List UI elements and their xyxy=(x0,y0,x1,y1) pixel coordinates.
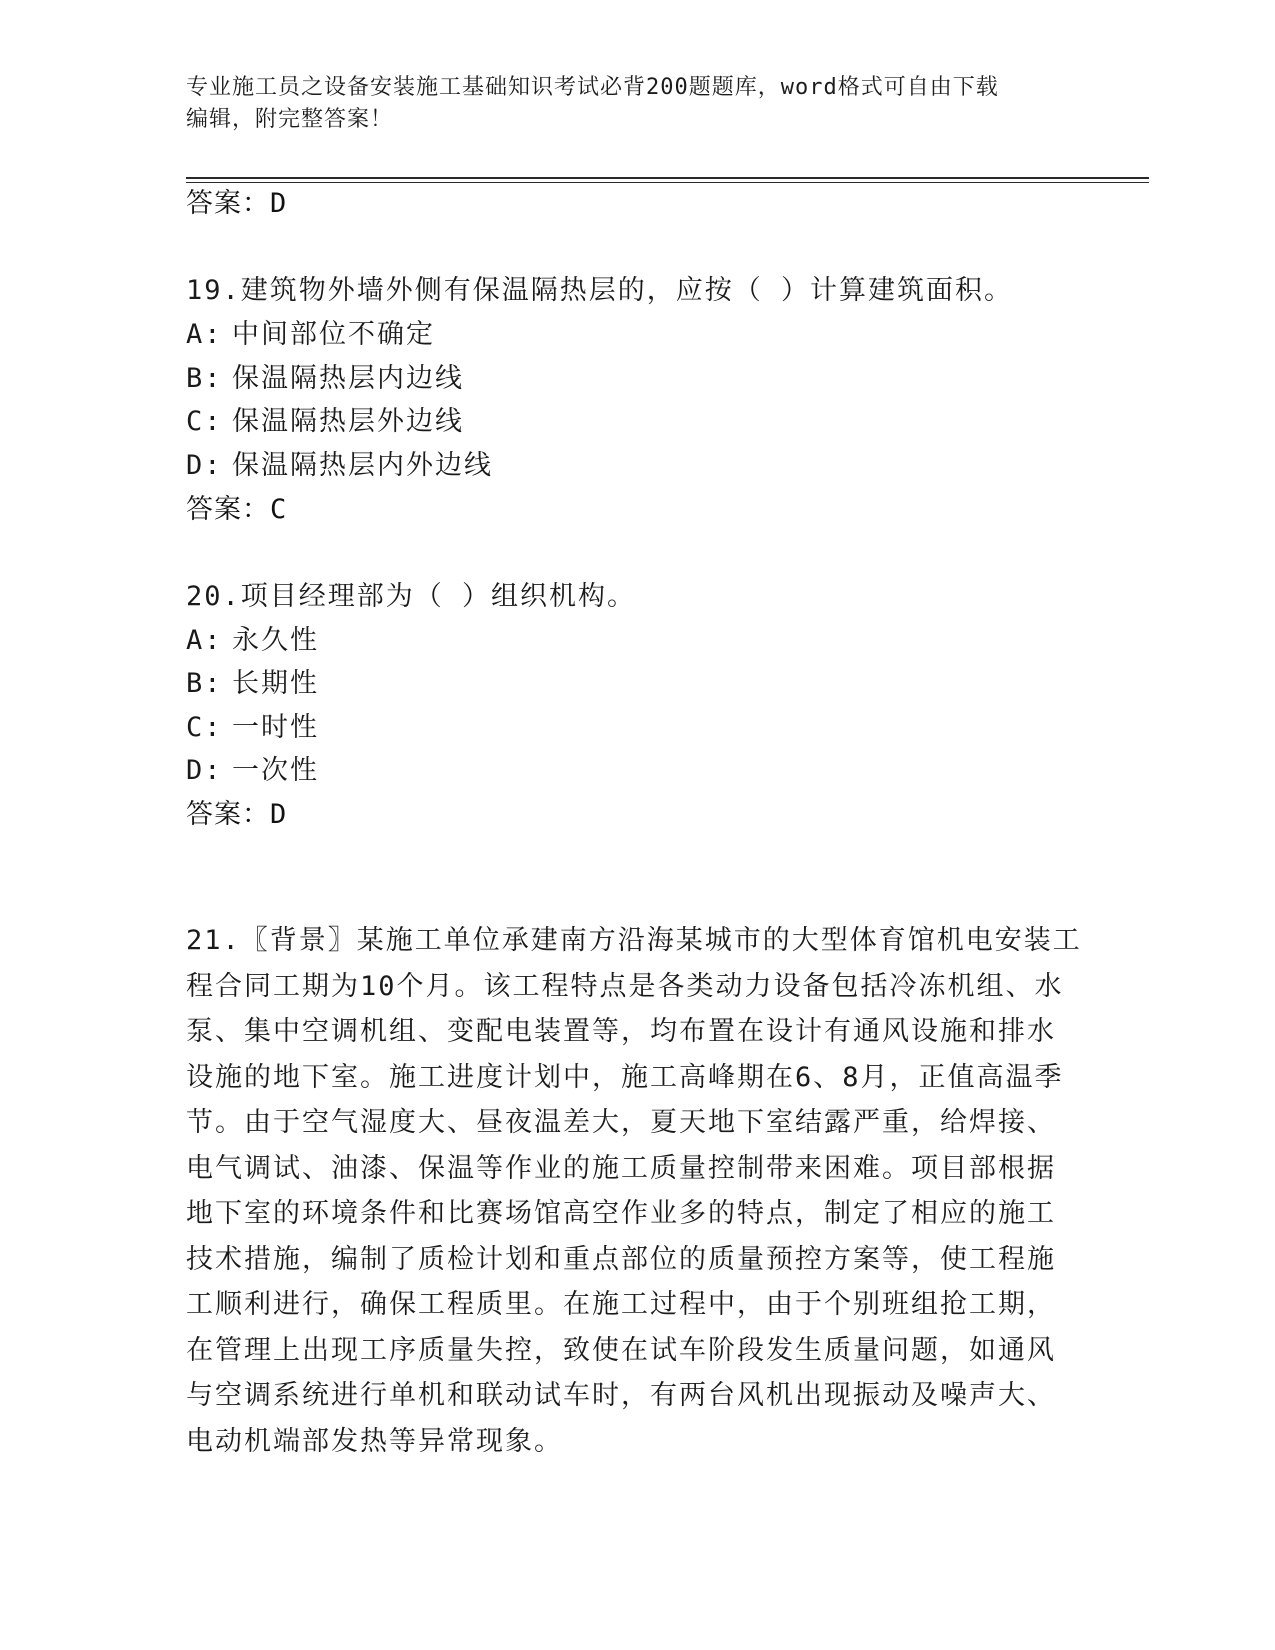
background-line: 节。由于空气湿度大、昼夜温差大，夏天地下室结露严重，给焊接、 xyxy=(186,1107,1056,1138)
background-line: 地下室的环境条件和比赛场馆高空作业多的特点，制定了相应的施工 xyxy=(186,1198,1056,1229)
option-label: D: xyxy=(186,755,223,786)
option-label: A: xyxy=(186,319,223,350)
question-20-option-c xyxy=(186,710,319,746)
question-19-option-b xyxy=(186,361,464,397)
background-line: 电气调试、油漆、保温等作业的施工质量控制带来困难。项目部根据 xyxy=(186,1152,1056,1184)
question-21-background xyxy=(186,918,1082,1464)
option-text: 长期性 xyxy=(232,668,319,699)
option-text: 保温隔热层内外边线 xyxy=(232,450,493,481)
option-label: C: xyxy=(186,712,223,743)
background-line: 泵、集中空调机组、变配电装置等，均布置在设计有通风设施和排水 xyxy=(186,1016,1056,1047)
question-20-option-a xyxy=(186,623,319,659)
answer-q20: 答案：D xyxy=(186,799,288,830)
question-20-stem: 20.项目经理部为（ ）组织机构。 xyxy=(186,581,637,612)
option-label: B: xyxy=(186,668,223,699)
question-19-option-c xyxy=(186,404,464,440)
background-line: 程合同工期为10个月。该工程特点是各类动力设备包括冷冻机组、水 xyxy=(186,970,1064,1002)
question-19-option-a xyxy=(186,317,435,353)
option-text: 保温隔热层外边线 xyxy=(232,406,464,437)
option-text: 永久性 xyxy=(232,625,319,656)
background-line: 在管理上出现工序质量失控，致使在试车阶段发生质量问题，如通风 xyxy=(186,1334,1056,1366)
question-20-option-b xyxy=(186,666,319,702)
answer-q18: 答案：D xyxy=(186,188,288,219)
question-20-option-d xyxy=(186,753,319,789)
question-19-stem: 19.建筑物外墙外侧有保温隔热层的，应按（ ）计算建筑面积。 xyxy=(186,275,1014,306)
option-text: 一时性 xyxy=(232,712,319,743)
header-rule-thin xyxy=(186,182,1149,183)
background-line: 技术措施，编制了质检计划和重点部位的质量预控方案等，使工程施 xyxy=(186,1243,1056,1275)
option-label: A: xyxy=(186,625,223,656)
background-line: 21.〖背景〗某施工单位承建南方沿海某城市的大型体育馆机电安装工 xyxy=(186,925,1082,956)
answer-q19: 答案：C xyxy=(186,494,288,525)
header-line-2: 编辑，附完整答案！ xyxy=(186,107,394,132)
option-label: B: xyxy=(186,363,223,394)
option-text: 一次性 xyxy=(232,755,319,786)
background-line: 电动机端部发热等异常现象。 xyxy=(186,1425,563,1457)
option-label: D: xyxy=(186,450,223,481)
document-header xyxy=(186,72,1086,136)
background-line: 与空调系统进行单机和联动试车时，有两台风机出现振动及噪声大、 xyxy=(186,1380,1056,1411)
option-text: 中间部位不确定 xyxy=(232,319,435,350)
header-line-1: 专业施工员之设备安装施工基础知识考试必背200题题库，word格式可自由下载 xyxy=(186,75,999,100)
question-19-option-d xyxy=(186,448,493,484)
background-line: 工顺利进行，确保工程质里。在施工过程中，由于个别班组抢工期， xyxy=(186,1289,1056,1320)
header-rule-thick xyxy=(186,177,1149,179)
option-text: 保温隔热层内边线 xyxy=(232,363,464,394)
background-line: 设施的地下室。施工进度计划中，施工高峰期在6、8月，正值高温季 xyxy=(186,1061,1064,1093)
option-label: C: xyxy=(186,406,223,437)
